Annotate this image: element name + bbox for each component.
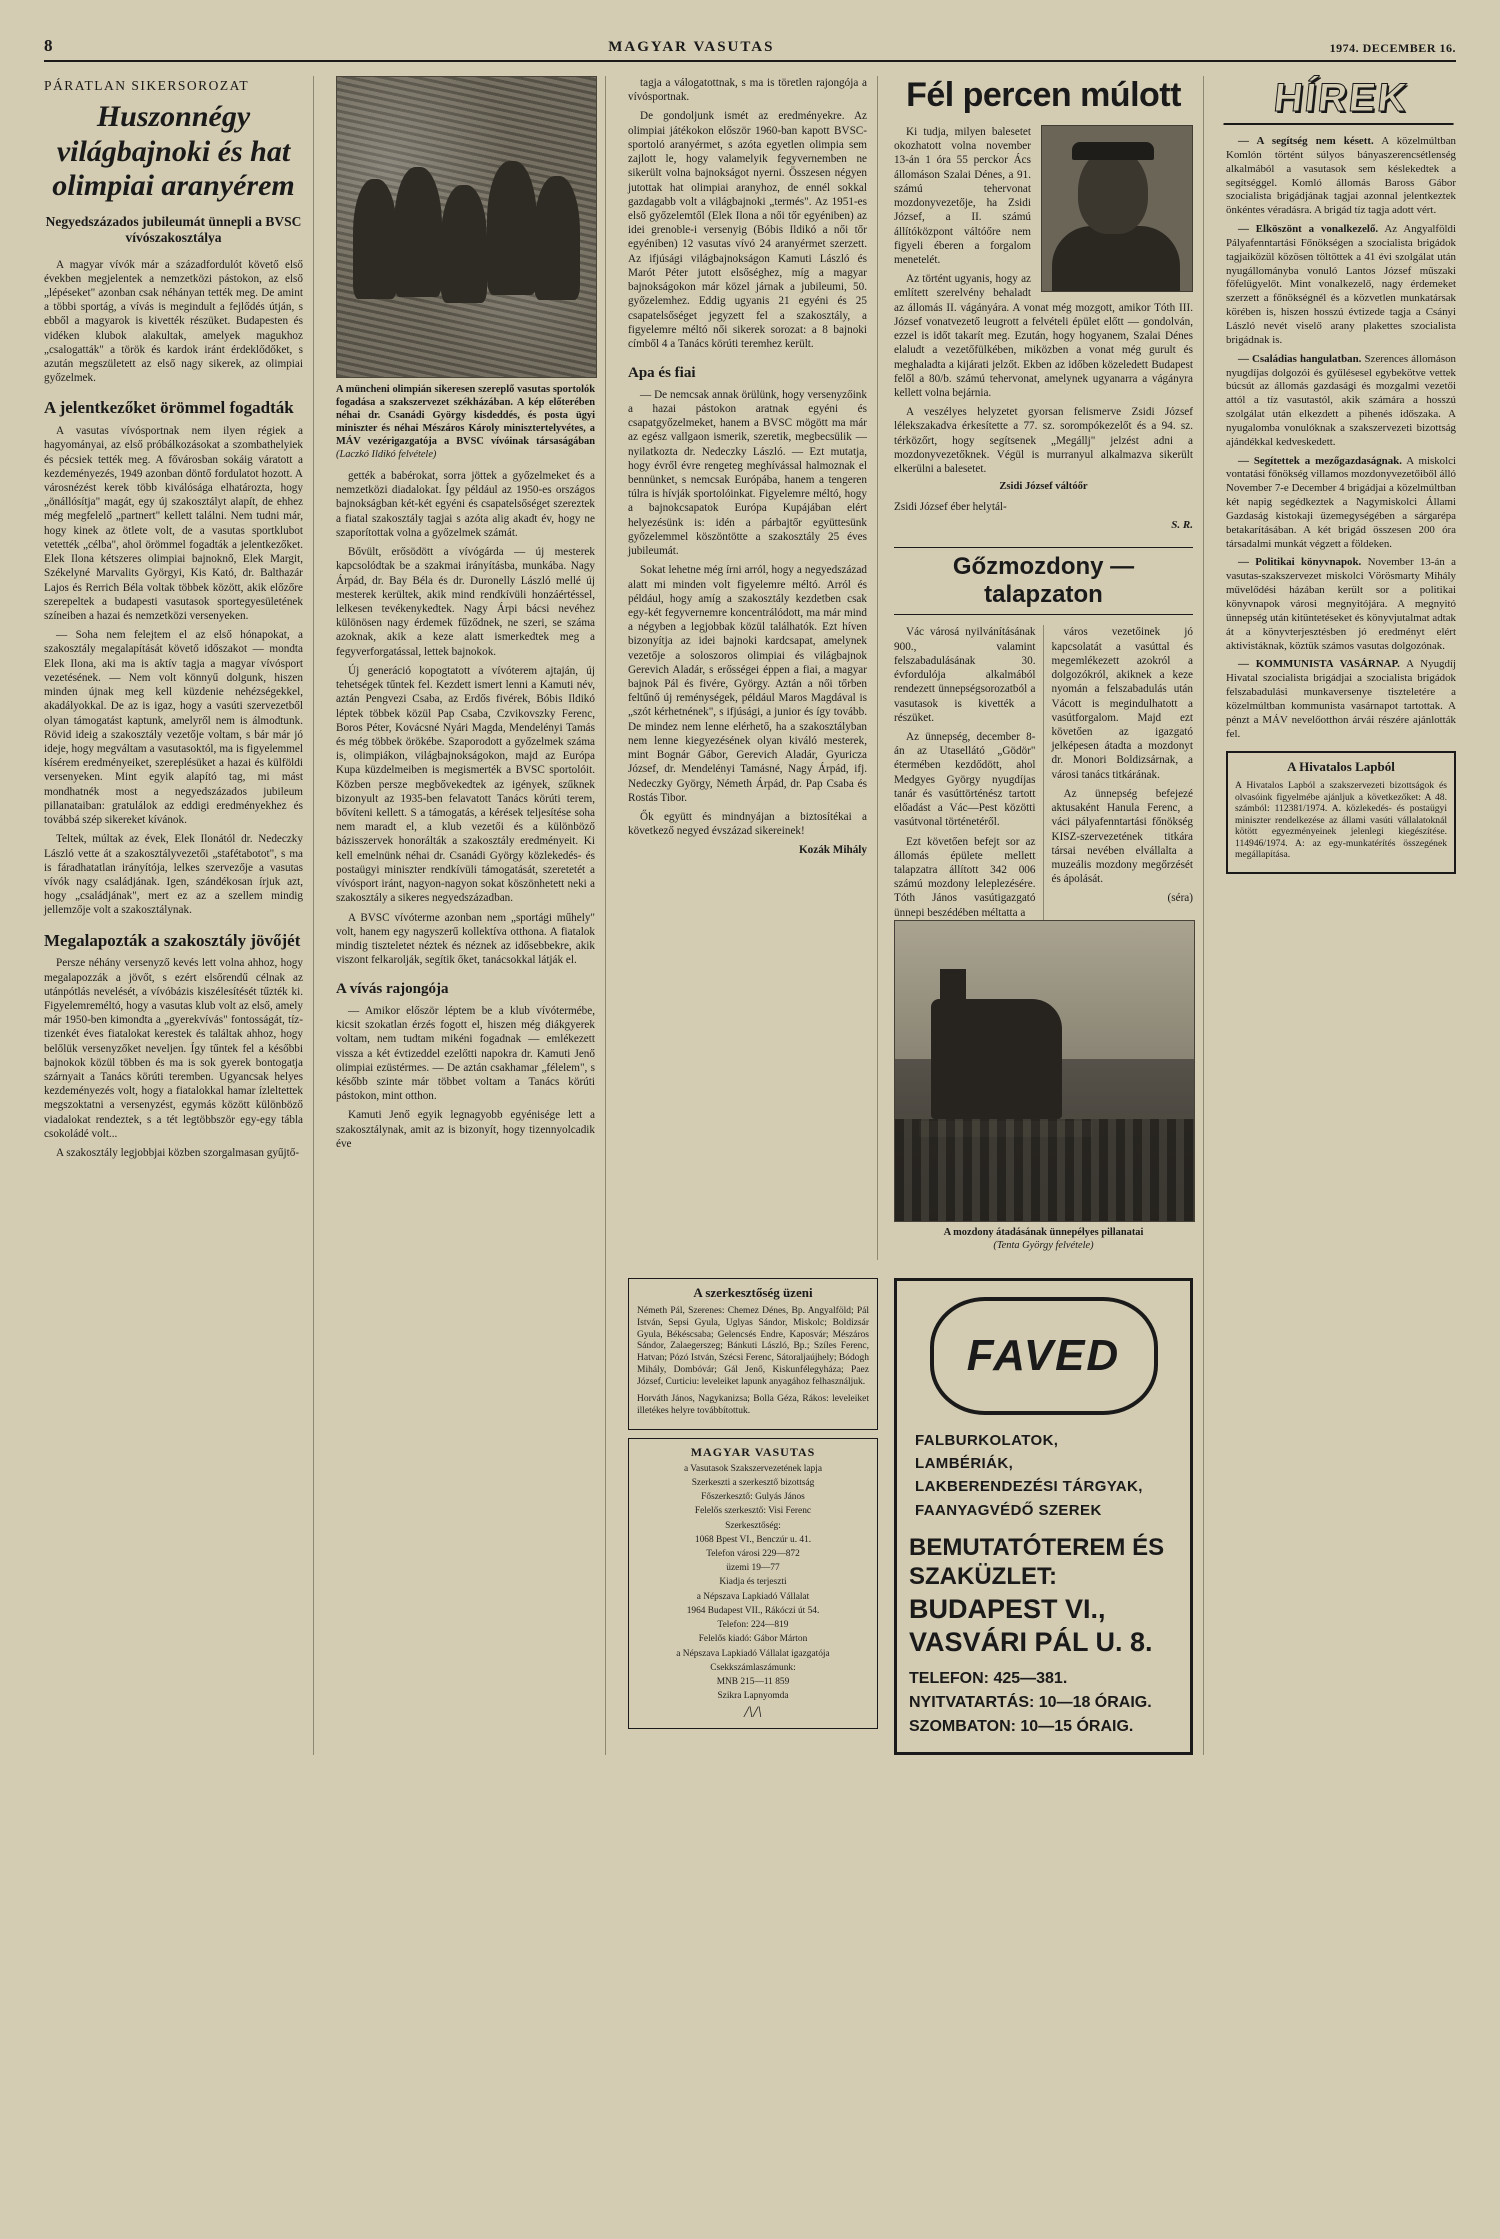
column-one (44, 76, 314, 1755)
article-paragraph: A vasutas vívósportnak nem ilyen régiek a hagyományai, az első próbálkozásokat a szombathelyiek és pécsiek tették meg. A fővárosban sokáig váratott a kezdeményezés, 1949 azonban döntő fordulatot hozott. A városnézést kerek több kiválósága elhatározta, hogy „önállósítja" magát, egy új szakosztályt alapít, de ehhez még megfelelő „partnert" kellett találni. Nem tudni már, hogy kinek az ötlete volt, de a vasutas sportklubot vetették „célba", ahol örömmel fogadták a jelentkezőket. Elek Ilona kétszeres olimpiai bajnoknő, Elek Margit, Székelyné Marvalits Györgyi, Kis Kató, dr. Balthazár Lajos és Rerrich Béla voltak többek között, akik előzőre szerepeltek a budapesti vasutasok sportegyesületének színeiben a hazai és nemzetközi versenyeken. (44, 425, 303, 622)
imprint-line: 1964 Budapest VII., Rákóczi út 54. (686, 1605, 820, 1616)
editor-message-body: Németh Pál, Szerenes: Chemez Dénes, Bp. Angyalföld; Pál István, Sepsi Gyula, Uglyas Sándor, Miskolc; Boldizsár Gyula, Békéscsaba; Gelencsés Endre, Kaposvár; Mészáros Sándor, Zalaegerszeg; Bánkuti László, Bp.; Szíles Ferenc, Hatvan; Pózó István, Szécsi Ferenc, Sátoraljaújhely; Bódogh Mihály, Dombóvár; Gál Jenő, Kiskunfélegyháza; Paez József, Curticiu: leveleiket lapunk anyagához felhasználjuk. (637, 1305, 869, 1388)
faved-logo-text: FAVED (966, 1330, 1121, 1380)
article-paragraph: Vác városá nyilvánításának 900., valamint felszabadulásának 30. évfordulója alkalmából rendezett ünnepségsorozatból a vasutasok is kivették a részüket. (894, 626, 1036, 724)
article-paragraph: De gondoljunk ismét az eredményekre. Az olimpiai játékokon először 1960-ban kapott BVSC-sportoló aranyérmet, s azóta egyetlen olimpia sem zajlott le, hogy valamelyik fegyvernemben ne sikerült volna bajnokságot nyerni. Összesen négyen jutottak hat olimpiai aranyhoz, de ennél sokkal gazdagabb volt a világbajnoki „termés". Az 1951-es első győzelemtől (Elek Ilona a női tőr egyéniben) az idei grenoble-i versenyig (Bóbis Ildikó a női tőr egyéniben) 12 vasutas vívó 24 aranyérmet szerzett. Az ifjúsági világbajnokságon Kamuti László és Marót Péter jutott elsőséghez, míg a magyar bajnokságokon már közel járnak a jubileumi, 50. győzelemhez. Eddig ugyanis 21 egyéni és 25 csapatelsőséget jegyzett fel a szakosztály, a figyelemre méltó női sikerek sorozat: a 8 bajnoki címből 4 a Tanács körúti teremhez került. (628, 110, 867, 350)
ad-product-item: FALBURKOLATOK, (915, 1431, 1059, 1449)
official-gazette-text: A Hivatalos Lapból a szakszervezeti bizottságok és olvasóink figyelmébe ajánljuk a következőket: A 48. számból: 112381/1974. A. közlekedés- és postaügyi miniszter rendelkezése az állami vasúti vállalatoknál kötött egyezményeinek jelenlegi kiegészítése. 114946/1974. A: az egy-munkatérítés összegének megállapítása. (1235, 780, 1447, 861)
article-paragraph: város vezetőinek jó kapcsolatát a vasúttal és megemlékezett azokról a dolgozókról, akiknek a keze nyomán a felszabadulás után Vácott is megindulhatott a vasútforgalom. Majd ezt követően az igazgató jelképesen átadta a mozdonyt dr. Monori Boldizsárnak, a városi tanács titkárának. (1051, 626, 1193, 781)
section-heading-text: A vívás rajongója (336, 981, 449, 998)
gozmozdony-body (894, 625, 1193, 919)
ad-hours-saturday: SZOMBATON: 10—15 ÓRAIG. (909, 1718, 1134, 1736)
official-gazette-box (1226, 751, 1456, 874)
page-number: 8 (44, 36, 53, 55)
faved-logo (930, 1297, 1158, 1415)
imprint-line: Főszerkesztő: Gulyás János (701, 1492, 805, 1503)
news-item-lead: — KOMMUNISTA VASÁRNAP. (1238, 658, 1400, 671)
imprint-line: Szerkeszti a szerkesztő bizottság (691, 1477, 815, 1488)
imprint-line: MNB 215—11 859 (716, 1677, 790, 1687)
masthead (44, 36, 1456, 62)
article-paragraph: Sokat lehetne még írni arról, hogy a negyedszázad alatt mi minden volt figyelemre méltó. Arról és például, hogy amíg a szakosztály kezdetben csak egy-két fegyvernemre koncentrálódott, ma már mind a négyben a legjobbak közül találhatók. Ezt híven bizonyítja az idei bajnoki kardcsapat, amelynek vezetője a soloszoros olimpiai és világbajnok Gerevich Aladár, s erősségei éppen a fiai, a magyar bajnok Pál és fivére, György. Aztán a női tőrben feltűnő új reménységek, például Maros Magdával is „szót kérhetnének", s ifjúsági, a junior és így tovább. De mindez nem lenne elérhető, ha a szakosztályban nem lenne kiegyezésének olyan kiváló mesterek, mint Bognár Gábor, Gerevich Aladár, Gyuricza József, dr. Mendelényi Tamásné, Nagy Árpád, ifj. Nedeczky György, Németh Árpád, dr. Pap Csaba és Rostás Tibor. (628, 564, 867, 804)
page-grid (44, 76, 1456, 1755)
imprint-title: MAGYAR VASUTAS (690, 1444, 816, 1459)
imprint-line: Csekkszámlaszámunk: (710, 1662, 796, 1673)
article-paragraph: Ezt követően befejt sor az állomás épülete mellett talapzatra állított 342 006 számú mozdony leleplezésére. Tóth János vasútigazgató ünnepi beszédében méltatta a (894, 835, 1036, 919)
news-item-lead: — Elköszönt a vonalkezelő. (1238, 223, 1379, 236)
fel-percen-headline: Fél percen múlott (906, 76, 1181, 114)
headline-line-2: olimpiai aranyérem (52, 169, 295, 202)
article-paragraph: A szakosztály legjobbjai közben szorgalmasan gyűjtő- (56, 1147, 300, 1160)
article-paragraph: Új generáció kopogtatott a vívóterem ajtaján, új tehetségek tűntek fel. Kezdett ismert lenni a Kamuti név, aztán Pengvezi Csaba, az Erdős fivérek, Bóbis Ildikó léptek többek közül Pap Csaba, Czvikovszky Ferenc, Boros Péter, Kovácsné Nyári Magda, Mendelényi Tamás és még többek örökébe. Szaporodott a győzelmek száma is, olimpiákon, világbajnokságokon, majd az Európa Kupa küzdelmeiben is megismerték a BVSC sportolóit. Közben persze megbővekedtek az igények, szűknek bizonyult az 1935-ben felavatott Tanács körúti terem, bővíteni kellett. S a támogatás, a kérések teljesítése soha nem maradt el, a klub vezetői és a különböző bázisszervek honorálták a szakosztály eredményeit. Ki kell emelnünk néhai dr. Csanádi György közlekedés- és postaügyi miniszter rendkívüli támogatását, szeretetét a vívósport iránt, nagyon-nagyon sokat köszönhetett neki a szakosztály a sikeres negyedszázadban. (336, 664, 595, 905)
ad-product-list (915, 1429, 1178, 1522)
fel-percen-article (894, 76, 1193, 1260)
section-heading-rajongoja (336, 981, 595, 998)
editor-message-title: A szerkesztőség üzeni (693, 1284, 813, 1300)
ad-hours-weekday: NYITVATARTÁS: 10—18 ÓRAIG. (909, 1694, 1152, 1712)
imprint-line: Szerkesztőség: (725, 1520, 781, 1531)
gozmozdony-headline: Gőzmozdony — talapzaton (894, 547, 1193, 615)
article-paragraph: Az ünnepség befejezé aktusaként Hanula Ferenc, a váci pályafenntartási főnökség KISZ-szervezetének titkára társai nevében elvállalta a muzeális mozdony megőrzését és ápolását. (1051, 787, 1193, 886)
article-subhead: Negyedszázados jubileumát ünnepli a BVSC vívószakosztálya (45, 213, 302, 245)
ad-showroom-line-2: BUDAPEST VI., VASVÁRI PÁL U. 8. (909, 1594, 1153, 1657)
imprint-line: Telefon városi 229—872 (706, 1549, 800, 1560)
imprint-line: Felelős szerkesztő: Visi Ferenc (694, 1506, 812, 1517)
news-item-text: A Nyugdíj Hivatal szocialista brigádjai a szocialista brigádok felszabadulási munkaversenye tiszteletére a közelmúltban kommunista vasárnapot tartottak. A pénzt a MÁV nevelőotthon árvái részére ajánlották fel. (1226, 658, 1457, 740)
section-heading-apa-es-fiai (628, 365, 867, 382)
article-paragraph: A veszélyes helyzetet gyorsan felismerve Zsidi József lélekszakadva érkesítette a 77. sz. sorompókezelőt és a 94. sz. térközőrt, hogy segítsenek „Megállj" jelzést adni a mozdonyvezetőknek. Végül is murranyul alkalmazva sikerült elkerülni a balesetet. (894, 406, 1193, 476)
article-signature: S. R. (1171, 519, 1193, 532)
article-paragraph: A magyar vívók már a századfordulót követő első években megjelentek a nemzetközi pástokon, az első „lépéseket" azonban csak néhányan tették meg. De amint a többi sportág, a vívás is megindult a fejlődés útján, s ebből a magyarok is kivették részüket. Budapesten és vidéken klubok alakultak, amelyek magukhoz „csalogatták" a török és kardok iránt érdeklődőket, s azután megszületett az első nagy sikerek, az olimpiai győzelmek. (44, 258, 303, 385)
locomotive-caption-text: A mozdony átadásának ünnepélyes pillanatai (943, 1226, 1144, 1238)
column-two-continuation (628, 76, 878, 1260)
article-paragraph: Az ünnepség, december 8-án az Utasellátó „Gödör" étermében kezdődött, ahol Medgyes György nyugdíjas tanár és vasúttörténész tartott előadást a Vác—Pest közötti vasútvonal történetéről. (894, 731, 1036, 829)
article-paragraph: Kamuti Jenő egyik legnagyobb egyénisége lett a szakosztálynak, amit az is bizonyít, hogy tizennyolcadik éve (336, 1109, 595, 1150)
locomotive-photo-caption (894, 1226, 1193, 1252)
ad-showroom-line-1: BEMUTATÓTEREM ÉS SZAKÜZLET: (909, 1533, 1165, 1590)
article-paragraph: Ők együtt és mindnyájan a biztosítékai a következő negyed évszázad sikereinek! (628, 811, 867, 838)
news-item (1226, 455, 1456, 552)
news-item (1226, 223, 1456, 348)
article-headline (44, 100, 303, 204)
news-item-text: Az Angyalföldi Pályafenntartási Főnökségen a szocialista brigádok tagjaiközül közösen töltöttek a 41 évi szolgálat után nyugállományba vonuló Lantos József műszaki főfelügyelőt. Mint vonalkezelő, nagy érdemeket szerzett a főnökségnél és a közvetlen munkatársak körében is, hiszen hosszú évtizede tagja a Csányi László nevét viselő arany plakettes szocialista brigádnak is. (1226, 223, 1457, 346)
locomotive-photo (894, 920, 1195, 1222)
article-byline: Kozák Mihály (798, 844, 867, 857)
article-paragraph: tagja a válogatottnak, s ma is töretlen rajongója a vívósportnak. (628, 77, 867, 104)
news-item (1226, 353, 1456, 450)
editor-message-body-2: Horváth János, Nagykanizsa; Bolla Géza, Rákos: leveleiket illetékes helyre továbbítottuk. (637, 1393, 869, 1416)
article-paragraph: Az történt ugyanis, hogy az említett szerelvény behaladt az állomás II. vágányára. A vonat még mozgott, amikor Tóth III. József vonatvezető leugrott a felvételi épület előtt — gondolván, ezzel is időt takarít meg. Ezután, hogy hogyanem, Szalai Dénes elaludt a vezetőfülkében, miközben a vonat még gurult és meghaladta a kijárati jelzőt. Ekben az időben közeledett Budapest felől a 80/b. számú tehervonat, amelynek ugyanarra a vágányra kellett volna bejárnia. (894, 273, 1193, 399)
hirek-banner: HÍREK (1223, 76, 1458, 125)
news-item-lead: — Politikai könyvnapok. (1238, 556, 1362, 569)
news-item-text: Szerences állomáson nyugdíjas dolgozói és gyűlésesel egybekötve vettek búcsút az állomás gazdasági és mozgalmi vezetői attól a tíz vasutastól, akik számára a hosszú szolgálat után elkezdett a pihenés időszaka. A nyugalomba vonulóknak a szakszervezeti bizottság ajándékkal kedveskedett. (1226, 352, 1456, 448)
imprint-line: Kiadja és terjeszti (719, 1577, 787, 1588)
article-paragraph: gették a babérokat, sorra jöttek a győzelmeket és a nemzetközi diadalokat. Így például az 1950-es országos bajnokságban két-két egyéni és csapatelsőséget szereztek a fiatal szakosztály tagjai s azóta alig akadt év, hogy ne szaporítottak volna a győzelmek számát. (336, 470, 595, 539)
article-paragraph: Ki tudja, milyen balesetet okozhatott volna november 13-án 1 óra 55 perckor Ács állomáson Szalai Dénes, a 91. számú tehervonat mozdonyvezetője, ha Zsidi József, a II. számú állítóközpont váltóőre nem figyeli éberen a forgalom menetelét. (894, 126, 1031, 266)
section-heading-megalapoztak (44, 932, 303, 951)
article-paragraph: Persze néhány versenyző kevés lett volna ahhoz, hogy megalapozzák a jövőt, s ezért elsőrendű célnak az utánpótlás nevelését, a vívóbázis kiszélesítését tűzték ki. Figyelemreméltó, hogy a vasutas klub volt az első, amely már 1950-ben kimondta a „gyerekvívás" fontosságát, tíz-tizenkét éves fiatalokat kerestek és találtak ahhoz, hogy belőlük versenyzőket neveljen. Így tűntek fel a későbbi bajnokok közül többen és ma is sok gyerek bontogatja szárnyait a Tanács körúti teremben. Ugyancsak helyes kezdeményezés volt, hogy a fiatalokkal hamar ízleltettek megszoktatni a versenyzést, egymás között különböző viadalokat rendeztek, s a tét legtöbbször egy-egy tábla csokoládé volt... (44, 957, 303, 1140)
imprint-box (628, 1438, 878, 1730)
editor-message-box (628, 1278, 878, 1430)
article-paragraph: Bővült, erősödött a vívógárda — új mesterek kapcsolódtak be a szakmai irányításba, munkába. Nagy Árpád, dr. Bay Béla és dr. Duronelly László mellé új mesterek kerültek, akik mind rendkívüli honzáértéssel, lelkesen tevékenykedtek. Nagy Árpi bácsi nevéhez különösen nagy érdemek fűződnek, ne szeri, se száma azoknak, akik a keze alatt ismerkedtek meg a fegyverforgatással, lettek bajnokok. (336, 546, 595, 658)
news-item-text: A közelmúltban Komlón történt súlyos bányaszerencsétlenség alkalmából a vasutasok sem késlekedtek a segítséggel. Komló állomás Baross Gábor szocialista brigádjának tagjai azonnal jelentkeztek önkéntes véradásra. A brigád tíz tagja adott vért. (1226, 135, 1457, 217)
column-four-news (1226, 76, 1456, 1755)
photo-figures (337, 77, 596, 377)
news-item-lead: — Segítettek a mezőgazdaságnak. (1238, 454, 1402, 467)
newspaper-title: MAGYAR VASUTAS (608, 39, 775, 55)
ad-phone: TELEFON: 425—381. (909, 1670, 1068, 1688)
imprint-line: 1068 Bpest VI., Benczúr u. 41. (694, 1534, 812, 1545)
imprint-line: üzemi 19—77 (726, 1563, 780, 1574)
locomotive-credit: (Tenta György felvétele) (993, 1239, 1094, 1251)
article-paragraph: A BVSC vívóterme azonban nem „sportági műhely" volt, hanem egy nagyszerű kollektíva otthona. A fiatalok mindig tiszteletet néztek és néznek az idősebbekre, akik viszont felkarolják, segítik őket, tanácsokkal látják el. (336, 911, 595, 967)
issue-date: 1974. DECEMBER 16. (1329, 41, 1456, 55)
news-item-lead: — A segítség nem késett. (1238, 135, 1374, 147)
imprint-line: Szikra Lapnyomda (717, 1691, 789, 1702)
section-heading-text: A jelentkezőket örömmel fogadták (44, 398, 294, 418)
portrait-caption: Zsidi József váltóőr (999, 481, 1088, 493)
article-paragraph: — Amikor először léptem be a klub vívótermébe, kicsit szokatlan érzés fogott el, hiszen még diákgyerek voltam, nem tudtam mikéni fogadnak — emlékezett vissza a két évtizeddel ezelőtti napokra dr. Kamuti Jenő olimpiai ezüstérmes. — De aztán csakhamar „félelem", s később szinte már többet voltam a Tanács körúti pástokon, mint otthon. (336, 1004, 595, 1103)
news-item (1226, 135, 1456, 218)
section-heading-fogadtak (44, 399, 303, 418)
column-two (336, 76, 606, 1755)
column-three (628, 76, 1204, 1755)
zsidi-jozsef-portrait (1041, 125, 1193, 292)
imprint-line: a Vasutasok Szakszervezetének lapja (683, 1463, 823, 1474)
section-heading-text: Megalapozták a szakosztály jövőjét (44, 930, 301, 950)
handwritten-mark: /\/\ (744, 1704, 762, 1722)
imprint-line: Telefon: 224—819 (717, 1620, 789, 1631)
faved-advertisement[interactable] (894, 1278, 1193, 1755)
article-paragraph: Zsidi József éber helytál- (894, 501, 1007, 514)
editorial-column (628, 1270, 878, 1755)
news-item (1226, 658, 1456, 741)
article-credit: (séra) (1167, 892, 1193, 905)
imprint-line: a Népszava Lapkiadó Vállalat igazgatója (676, 1648, 830, 1659)
news-item-text: November 13-án a vasutas-szakszervezet miskolci Vörösmarty Mihály művelődési házában került sor a politikai könyvnapok városi megnyitójára. A megnyitó ünnepség után kitüntetéseket és könyvjutalmat adtak át a könyvterjesztésben jó eredményt elért aktivistáknak, köztük számos vasutas dolgozónak. (1226, 556, 1456, 652)
ad-product-item: LAMBÉRIÁK, (915, 1455, 1014, 1473)
article-kicker: PÁRATLAN SIKERSOROZAT (44, 78, 250, 93)
news-item (1226, 556, 1456, 653)
article-paragraph: Teltek, múltak az évek, Elek Ilonától dr. Nedeczky László vette át a szakosztályvezetői „stafétabotot", s ma is fáradhatatlan irányítója, lelkes szervezője a vasutas vívók nagy családjának. Igen, szándékosan írjuk azt, hogy „családjának", mert ez az a szellem mindig jellemzője volt a szakosztálynak. (44, 833, 303, 917)
olympic-reception-photo (336, 76, 597, 378)
article-paragraph: — De nemcsak annak örülünk, hogy versenyzőink a hazai pástokon aratnak egyéni és csapatgyőzelmeket, hanem a BVSC mögött ma már az egész vallgaon ismerik, szeretik, megbecsülik — nyilatkozta dr. Nedeczky László. — Ezt mutatja, hogy évről évre rengeteg meghívással halmoznak el bennünket, s nemcsak Európába, hanem a tengeren túlra is hívják sportolóinkat. Figyelemre méltó, hogy a bajnokcsapatok Európa Kupájában elért helyezésünk is: idén a párbajtőr együttesünk győzelemmel köszöntötte a szakosztály 25 éves jubileumát. (628, 388, 867, 558)
news-item-text: A miskolci vontatási főnökség villamos mozdonyvezetőiből álló November 7-e December 4 brigádjai a közelmúltban két napig segédkeztek a Nagymiskolci Állami Gazdaság kistokaji üzemegységében a sárgarépa betakarításában. A két brigád összesen 200 óra társadalmi munkát végzett a földeken. (1226, 454, 1457, 550)
photo-caption (336, 383, 595, 461)
section-heading-text: Apa és fiai (628, 365, 696, 382)
ad-product-item: FAANYAGVÉDŐ SZEREK (915, 1501, 1102, 1519)
imprint-line: a Népszava Lapkiadó Vállalat (696, 1591, 810, 1602)
imprint-line: Felelős kiadó: Gábor Márton (698, 1634, 808, 1645)
photo-caption-text: A müncheni olimpián sikeresen szereplő vasutas sportolók fogadása a szakszervezet székházában. A kép előterében néhai dr. Csanádi György kisdeddés, és posta ügyi miniszter és néhai Mészáros Károly minisztertelyvétes, a MÁV vezérigazgatója a BVSC vívóinak társaságában (336, 384, 595, 447)
photo-credit: (Laczkó Ildikó felvétele) (336, 449, 437, 460)
news-item-lead: — Családias hangulatban. (1238, 352, 1362, 365)
official-gazette-title: A Hivatalos Lapból (1287, 759, 1395, 775)
headline-line-1: Huszonnégy világbajnoki és hat (56, 100, 291, 168)
article-paragraph: — Soha nem felejtem el az első hónapokat, a szakosztály megalapítását követő időszakot — mondta Elek Ilona, aki ma is aktív tagja a magyar vívósport vezetésének. — Nem volt könnyű dolgunk, hiszen minden újnak meg kell küzdenie nehézségekkel, akadályokkal. De az is igaz, hogy a vasúti szervezetből olyan támogatást kaptunk, amelyről nem is álmodtunk. Rövid ideig a szakosztály vezetője voltam, s bár már jó ideje, hogy megváltam a vasutasoktól, ma is figyelemmel kísérem eredményeiket, szereplésüket a hazai és külföldi versenyeken. Mint egyik alapító tag, mi mást mondhatnék most a negyedszázados jubileum pillanataiban: gratulálok az eddigi eredményekhez és továbbá szép sikereket kívánok. (44, 629, 303, 827)
ad-product-item: LAKBERENDEZÉSI TÁRGYAK, (915, 1478, 1143, 1496)
